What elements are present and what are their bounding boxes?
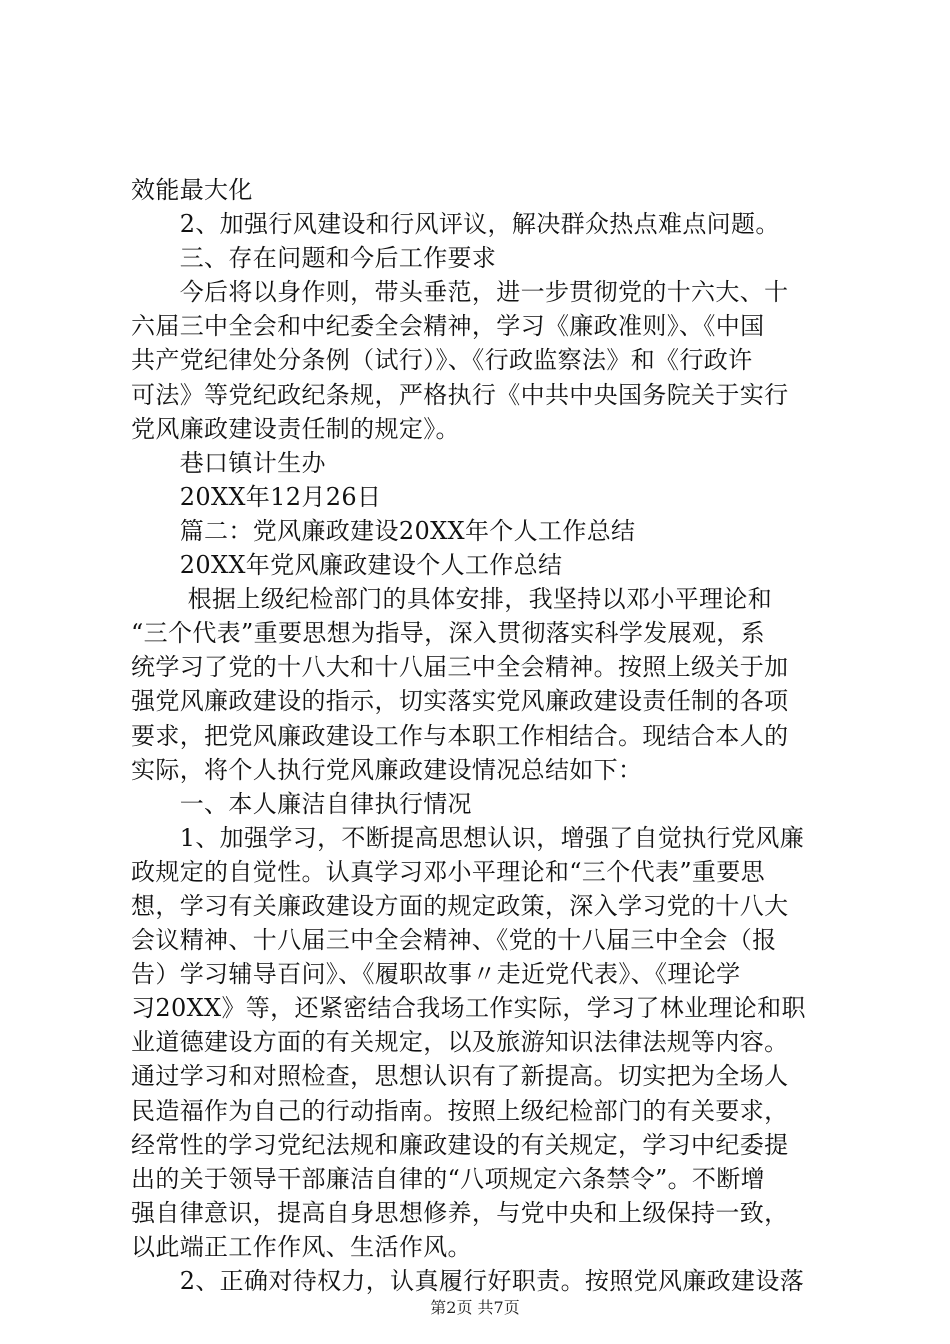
signature-date: 20XX年12月26日 xyxy=(131,482,382,511)
article-subtitle: 20XX年党风廉政建设个人工作总结 xyxy=(131,551,563,580)
document-body xyxy=(131,173,831,1298)
text-line: 民造福作为自己的行动指南。按照上级纪检部门的有关要求， xyxy=(131,1096,789,1125)
text-line: 会议精神、十八届三中全会精神、《党的十八届三中全会（报 xyxy=(131,926,777,955)
text-line: 实际，将个人执行党风廉政建设情况总结如下： xyxy=(131,755,643,784)
text-line: 1、加强学习，不断提高思想认识，增强了自觉执行党风廉 xyxy=(131,823,805,852)
signature-org: 巷口镇计生办 xyxy=(131,448,326,477)
text-line: 政规定的自觉性。认真学习邓小平理论和“三个代表”重要思 xyxy=(131,857,765,886)
text-line: 强自律意识，提高自身思想修养，与党中央和上级保持一致， xyxy=(131,1198,789,1227)
text-line: 六届三中全会和中纪委全会精神，学习《廉政准则》、《中国 xyxy=(131,312,765,341)
text-line: 习20XX》等，还紧密结合我场工作实际，学习了林业理论和职 xyxy=(131,994,806,1023)
text-line: 告）学习辅导百问》、《履职故事〃走近党代表》、《理论学 xyxy=(131,960,741,989)
text-line: 可法》等党纪政纪条规，严格执行《中共中央国务院关于实行 xyxy=(131,380,789,409)
text-line: 根据上级纪检部门的具体安排，我坚持以邓小平理论和 xyxy=(131,585,773,614)
section-heading: 三、存在问题和今后工作要求 xyxy=(131,244,497,273)
text-line: 业道德建设方面的有关规定，以及旅游知识法律法规等内容。 xyxy=(131,1028,789,1057)
text-line: 共产党纪律处分条例（试行）》、《行政监察法》和《行政许 xyxy=(131,346,753,375)
text-line: 今后将以身作则，带头垂范，进一步贯彻党的十六大、十 xyxy=(131,278,789,307)
text-line: 经常性的学习党纪法规和廉政建设的有关规定，学习中纪委提 xyxy=(131,1130,789,1159)
section-heading: 一、本人廉洁自律执行情况 xyxy=(131,789,472,818)
text-line: 通过学习和对照检查，思想认识有了新提高。切实把为全场人 xyxy=(131,1062,789,1091)
article-title: 篇二：党风廉政建设20XX年个人工作总结 xyxy=(131,516,636,545)
text-line: 统学习了党的十八大和十八届三中全会精神。按照上级关于加 xyxy=(131,653,789,682)
text-line: 效能最大化 xyxy=(131,176,253,204)
text-line: 要求，把党风廉政建设工作与本职工作相结合。现结合本人的 xyxy=(131,721,789,750)
text-line: 出的关于领导干部廉洁自律的“八项规定六条禁令”。不断增 xyxy=(131,1164,765,1193)
text-line: 强党风廉政建设的指示，切实落实党风廉政建设责任制的各项 xyxy=(131,687,789,716)
text-line: 2、正确对待权力，认真履行好职责。按照党风廉政建设落 xyxy=(131,1267,805,1295)
page-number-footer: 第2页 共7页 xyxy=(430,1298,520,1317)
text-line: 想，学习有关廉政建设方面的规定政策，深入学习党的十八大 xyxy=(131,891,789,920)
text-line: 党风廉政建设责任制的规定》。 xyxy=(131,414,460,443)
text-line: 以此端正工作作风、生活作风。 xyxy=(131,1232,472,1261)
text-line: “三个代表”重要思想为指导，深入贯彻落实科学发展观，系 xyxy=(131,619,765,648)
text-line: 2、加强行风建设和行风评议，解决群众热点难点问题。 xyxy=(131,210,780,239)
